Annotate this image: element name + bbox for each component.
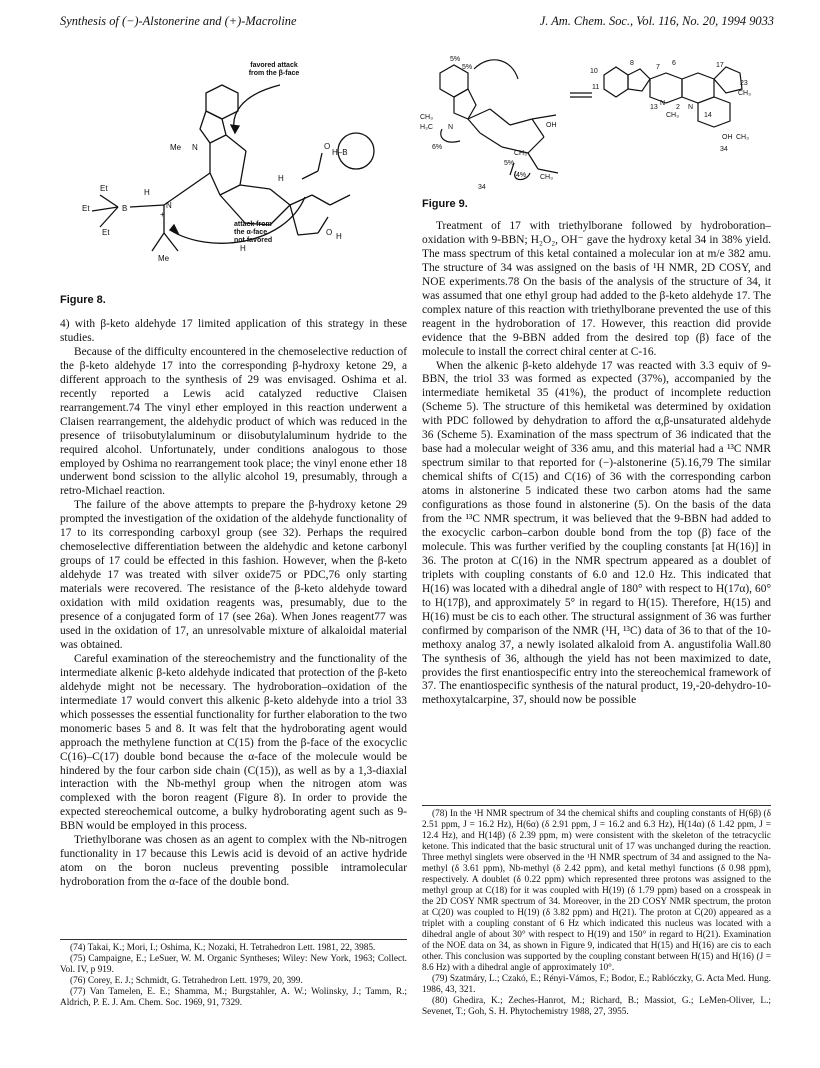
svg-text:CH₃: CH₃ <box>420 114 433 121</box>
svg-text:10: 10 <box>590 68 598 75</box>
svg-text:CH₃: CH₃ <box>738 90 751 97</box>
footnote: (74) Takai, K.; Mori, I.; Oshima, K.; Nozaki, H. Tetrahedron Lett. 1981, 22, 3985. <box>70 943 376 953</box>
svg-text:H: H <box>278 174 284 183</box>
svg-text:2: 2 <box>676 104 680 111</box>
svg-text:CH₃: CH₃ <box>540 174 553 181</box>
svg-text:5%: 5% <box>462 64 473 71</box>
footnotes-right <box>422 809 771 1018</box>
svg-text:OH: OH <box>546 122 557 129</box>
svg-text:not favored: not favored <box>234 237 273 244</box>
svg-text:5%: 5% <box>504 160 515 167</box>
figure-9-structure <box>420 55 770 190</box>
paragraph: The failure of the above attempts to prepare the β-hydroxy ketone 29 prompted the investigation of the oxidation of the aldehyde functionality of 17 to its corresponding carboxyl group (see 32). Perhaps the required chemoselective differentiation between the aldehydic and ketone carbonyl groups of 17 could be effected in this fashion. However, when the β-keto aldehyde 17 was treated with silver oxide75 or PDC,76 only starting materials were recovered. The resistance of the β-keto aldehyde toward oxidation with mild oxidation reagents was, presumably, due to the presence of a conjugated form of 17 (see 26a). When Jones reagent77 was used in the oxidation of 17, an unresolvable mixture of alkaloidal material was obtained. <box>60 499 407 651</box>
figure-8-caption: Figure 8. <box>60 294 106 306</box>
svg-text:OH: OH <box>722 134 733 141</box>
svg-text:B: B <box>122 204 128 213</box>
footnote: (79) Szatmáry, L.; Czakó, E.; Rényi-Vámos, F.; Bodor, E.; Rablóczky, G. Acta Med. Hung. 1986, 43, 321. <box>422 974 771 995</box>
svg-text:14: 14 <box>704 112 712 119</box>
svg-text:34: 34 <box>478 184 486 190</box>
running-header-title: Synthesis of (−)-Alstonerine and (+)-Macroline <box>60 14 297 28</box>
paragraph: When the alkenic β-keto aldehyde 17 was reacted with 3.3 equiv of 9-BBN, the triol 33 was formed as expected (37%), accompanied by the intermediate hemiketal 35 (41%), the product of incomplete reduction (Scheme 5). The structure of this hemiketal was determined by oxidation with PDC followed by dehydration to afford the α,β-unsaturated aldehyde 36 (Scheme 5). Examination of the mass spectrum of 36 indicated that the base had a molecular weight of 336 amu, and this material had a ¹³C NMR spectrum similar to that reported for (−)-alstonerine (5).16,79 The similar chemical shifts of C(15) and C(16) of 36 with the corresponding carbon atoms in alstonerine 5 indicated these two carbon atoms had the same configurations as those found in alstonerine (5). On the basis of the data from the ¹³C NMR spectrum, it was believed that the 9-BBN had added to the exocyclic carbon–carbon double bond from the top (β) face of the molecule. This was further verified by the coupling constants [at H(16)] in 36. The proton at C(16) in the NMR spectrum appeared as a doublet of triplets with coupling constants of 6.0 and 12.0 Hz. This indicated that H(16) was located with a dihedral angle of 180° with respect to H(17α), 60° to H(17β), and approximately 5° in regard to H(15). Therefore, H(15) and H(16) must be cis to each other. The structural assignment of 36 was further confirmed by comparison of the NMR (¹H, ¹³C) data of 36 to that of the 10-methoxy analog 37, a newly isolated alkaloid from A. angustifolia Wall.80 The synthesis of 36, although the yield has not been maximized to date, provides the first enantiospecific entry into the stereochemical framework of 37. The enantiospecific synthesis of the natural product, 19,-20-dehydro-10-methoxytalcarpine, 37, should now be possible <box>422 359 771 707</box>
svg-text:favored attack: favored attack <box>250 62 298 69</box>
svg-text:8: 8 <box>630 60 634 67</box>
svg-text:Et: Et <box>102 228 110 237</box>
svg-text:N: N <box>166 201 172 210</box>
svg-text:34: 34 <box>720 146 728 153</box>
svg-text:H: H <box>240 244 246 253</box>
svg-text:H: H <box>144 188 150 197</box>
svg-text:6%: 6% <box>432 144 443 151</box>
svg-text:from the β-face: from the β-face <box>248 70 300 77</box>
svg-text:N: N <box>192 143 198 152</box>
svg-text:13: 13 <box>650 104 658 111</box>
footnote: (78) In the ¹H NMR spectrum of 34 the chemical shifts and coupling constants of H(6β) (δ 2.51 ppm, J = 16.2 Hz), H(6α) (δ 2.91 ppm, J = 16.2 and 6.3 Hz), H(14α) (δ 1.42 ppm, J = 12.4 Hz), and H(14β) (δ 2.39 ppm, m) were consistent with the skeleton of the tetracyclic ketone. This indicated that the basic structural unit of 17 was unchanged during the reaction. Three methyl singlets were observed in the ¹H NMR spectrum of 34 and assigned to the Na-methyl (δ 3.61 ppm), Nb-methyl (δ 2.42 ppm), and ketal methyl functions (δ 0.98 ppm), respectively. A doublet (δ 0.22 ppm) which represented three protons was assigned to the methyl group at C(18) for it was coupled with H(19) (δ 1.79 ppm) based on a crosspeak in the 2D COSY NMR spectrum of 34. Moreover, in the 2D COSY NMR spectrum, the proton at C(20) was coupled to H(19) (δ 3.82 ppm) and H(21). The proton at C(20) appeared as a triplet with a coupling constant of 6 Hz which indicated this nucleus was located with a dihedral angle of about 30° with respect to H(19) and 150° in regard to H(21). Examination of the NOE data on 34, as shown in Figure 9, indicated that H(15) and H(16) are cis to each other. This conclusion was supported by the coupling constant between H(15) and H(16) (J = 8.6 Hz) with a dihedral angle of approximately 10°. <box>422 809 771 973</box>
paragraph: Treatment of 17 with triethylborane followed by hydroboration–oxidation with 9-BBN; H₂O₂, OH⁻ gave the hydroxy ketal 34 in 38% yield. The mass spectrum of this ketal contained a molecular ion at m/e 382 amu. The structure of 34 was assigned on the basis of ¹H NMR, 2D COSY, and NOE experiments.78 On the basis of the analysis of the structure of 34, it was assumed that one ethyl group had added to the β-keto aldehyde 17. The complex nature of this reaction with triethylborane prevented the use of this reagent in the hydroboration of 17. However, this reaction did provide evidence that the 9-BBN added from the desired top (β) face of the molecule to install the correct chiral center at C-16. <box>422 220 771 358</box>
svg-text:O: O <box>324 142 331 151</box>
svg-text:6: 6 <box>672 60 676 67</box>
svg-text:Me: Me <box>158 254 170 263</box>
paragraph: 4) with β-keto aldehyde 17 limited application of this strategy in these studies. <box>60 318 407 344</box>
footnote-rule-right <box>422 805 771 806</box>
paragraph: Careful examination of the stereochemistry and the functionality of the intermediate alkenic β-keto aldehyde indicated that protection of the β-keto aldehyde might not be necessary. The hydroboration–oxidation of the intermediate 17 would convert this alkenic β-keto aldehyde into a triol 33 which possesses the essential functionality for further elaboration to the two monomeric bases 5 and 8. It was felt that the hydroborating agent would approach the methylene function at C(15) from the β-face of the exocyclic C(16)–C(17) double bond because the α-face of the molecule would be hindered by the four carbon side chain (C(15)), as well as by a 1,3-diaxial interaction with the Nb-methyl group when the nitrogen atom was complexed with the boron reagent (Figure 8). In order to provide the expected stereochemical outcome, a bulky hydroborating agent such as 9-BBN would be employed in this process. <box>60 652 407 833</box>
svg-text:O: O <box>326 228 333 237</box>
svg-text:CH₃: CH₃ <box>736 134 749 141</box>
svg-text:H: H <box>336 232 342 241</box>
footnote: (76) Corey, E. J.; Schmidt, G. Tetrahedron Lett. 1979, 20, 399. <box>70 976 303 986</box>
svg-text:23: 23 <box>740 80 748 87</box>
right-column-text <box>422 220 771 708</box>
footnotes-left <box>60 943 407 1009</box>
footnote: (77) Van Tamelen, E. E.; Shamma, M.; Burgstahler, A. W.; Wolinsky, J.; Tamm, R.; Aldrich, P. E. J. Am. Chem. Soc. 1969, 91, 7329. <box>60 987 407 1008</box>
footnote: (75) Campaigne, E.; LeSuer, W. M. Organic Syntheses; Wiley: New York, 1963; Collect. Vol. IV, p 919. <box>60 954 407 975</box>
svg-text:CH₃: CH₃ <box>514 150 527 157</box>
svg-text:+: + <box>160 210 165 219</box>
svg-text:5%: 5% <box>450 56 461 63</box>
running-header-journal: J. Am. Chem. Soc., Vol. 116, No. 20, 1994 9033 <box>539 14 774 28</box>
svg-text:7: 7 <box>656 64 660 71</box>
svg-text:CH₃: CH₃ <box>666 112 679 119</box>
figure-9-caption: Figure 9. <box>422 198 468 210</box>
left-column-text <box>60 318 407 890</box>
svg-text:H₃C: H₃C <box>420 124 433 131</box>
footnote: (80) Ghedira, K.; Zeches-Hanrot, M.; Richard, B.; Massiot, G.; LeMen-Oliver, L.; Sevenet, T.; Goh, S. H. Phytochemistry 1988, 27, 3955. <box>422 996 771 1017</box>
figure-8-structure <box>60 55 405 265</box>
svg-text:4%: 4% <box>516 172 527 179</box>
footnote-rule-left <box>60 939 407 940</box>
svg-text:17: 17 <box>716 62 724 69</box>
svg-text:Et: Et <box>82 204 90 213</box>
svg-text:N: N <box>660 100 666 107</box>
svg-text:H–B: H–B <box>332 148 348 157</box>
svg-text:attack from: attack from <box>234 221 272 228</box>
svg-text:N: N <box>448 124 454 131</box>
paragraph: Triethylborane was chosen as an agent to complex with the Nb-nitrogen functionality in 17 because this Lewis acid is devoid of an active hydride atom on the boron nucleus preventing possible intramolecular hydroboration from the α-face of the double bond. <box>60 834 407 889</box>
svg-text:Et: Et <box>100 184 108 193</box>
svg-text:the α-face: the α-face <box>234 229 268 236</box>
svg-text:N: N <box>688 104 694 111</box>
paragraph: Because of the difficulty encountered in the chemoselective reduction of the β-keto aldehyde 17 into the corresponding β-hydroxy ketone 29, a different approach to the synthesis of 29 was envisaged. Oshima et al. recently reported a Lewis acid catalyzed reductive Claisen rearrangement.74 The vinyl ether employed in this reaction underwent a Claisen rearrangement, the aldehydic product of which was reduced in the presence of triisobutylaluminum or diisobutylaluminum hydride to the required alcohol. Unfortunately, under conditions analogous to those employed by Oshima no rearrangement took place; the vinyl enone ether 18 underwent bond scission to the allylic alcohol 19, presumably, through a retro-Michael reaction. <box>60 345 407 498</box>
svg-text:Me: Me <box>170 143 182 152</box>
svg-text:11: 11 <box>592 84 600 91</box>
